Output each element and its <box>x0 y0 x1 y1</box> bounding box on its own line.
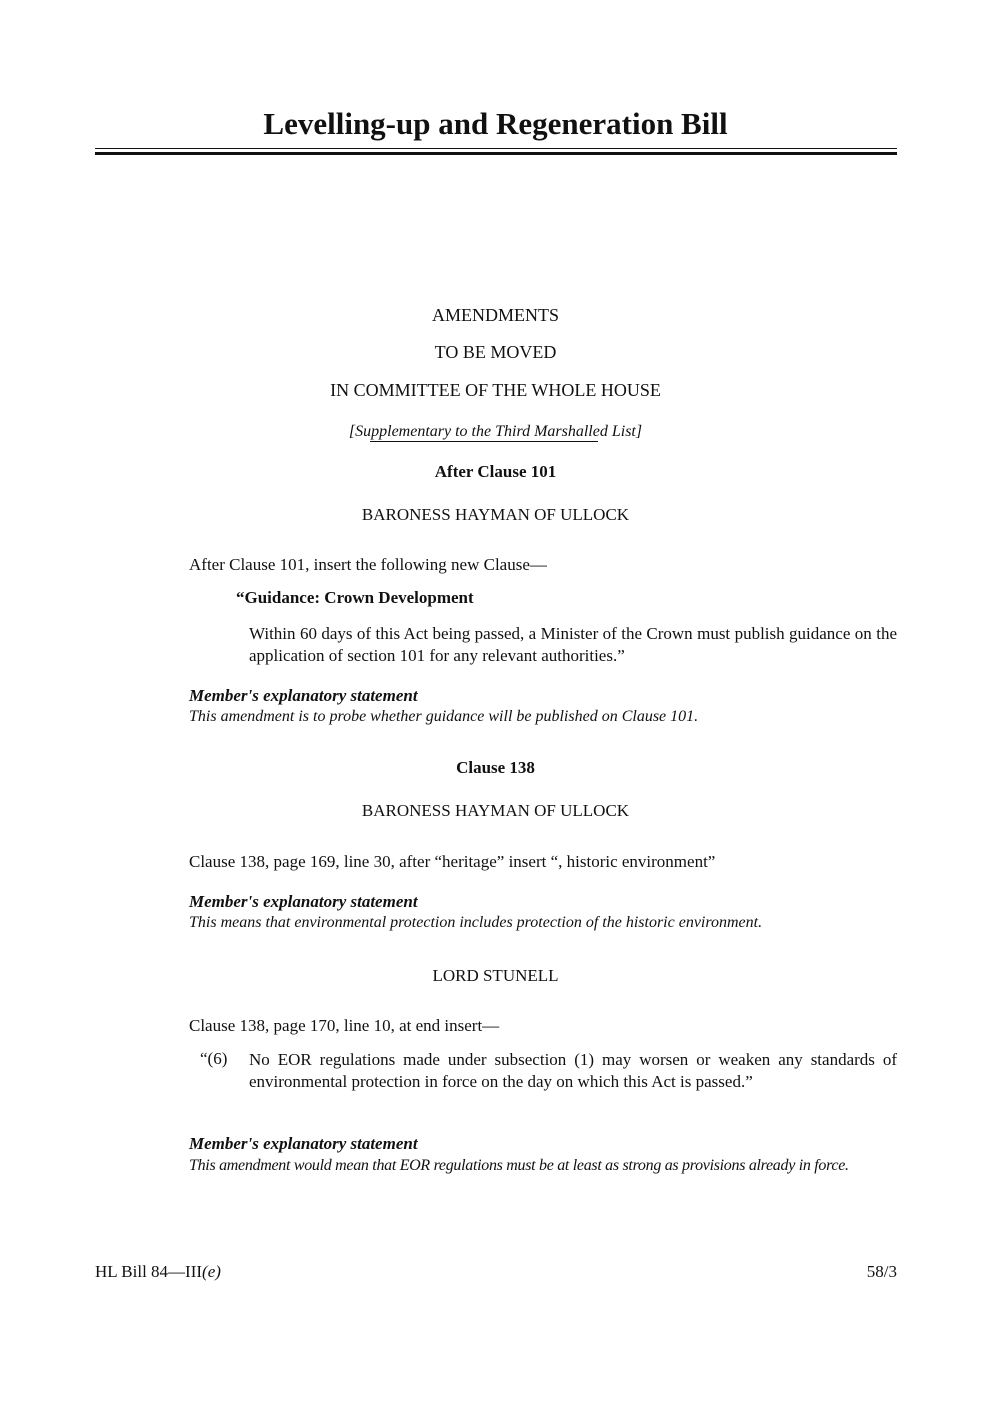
explanatory-statement: This amendment would mean that EOR regulations must be at least as strong as provisions already in force. <box>189 1157 849 1174</box>
intro-committee: IN COMMITTEE OF THE WHOLE HOUSE <box>330 380 661 400</box>
intro-to-be-moved: TO BE MOVED <box>434 342 557 362</box>
explanatory-statement: This means that environmental protection includes protection of the historic environment. <box>189 914 763 931</box>
title-rule-thick <box>95 152 897 155</box>
new-clause-text: Within 60 days of this Act being passed, a Minister of the Crown must publish guidance on the application of section 101 for any relevant authorities.” <box>249 624 897 665</box>
subsection-number: “(6) <box>200 1049 228 1068</box>
amendment-instruction: After Clause 101, insert the following new Clause— <box>189 555 547 574</box>
document-title: Levelling-up and Regeneration Bill <box>263 106 728 141</box>
section-heading: After Clause 101 <box>434 462 557 481</box>
amendment-instruction: Clause 138, page 170, line 10, at end insert— <box>189 1016 500 1035</box>
member-name: BARONESS HAYMAN OF ULLOCK <box>361 505 630 524</box>
statement-label: Member's explanatory statement <box>189 686 418 705</box>
bill-ref-text: HL Bill 84—III <box>95 1262 203 1281</box>
amendment-instruction: Clause 138, page 169, line 30, after “heritage” insert “, historic environment” <box>189 852 716 871</box>
member-name: BARONESS HAYMAN OF ULLOCK <box>361 801 630 820</box>
title-rule-thin <box>95 148 897 149</box>
explanatory-statement: This amendment is to probe whether guidance will be published on Clause 101. <box>189 708 699 725</box>
page-reference: 58/3 <box>866 1262 897 1281</box>
new-clause-title: “Guidance: Crown Development <box>236 588 474 607</box>
supplementary-underline <box>370 441 598 442</box>
statement-label: Member's explanatory statement <box>189 892 418 911</box>
statement-label: Member's explanatory statement <box>189 1134 418 1153</box>
intro-amendments: AMENDMENTS <box>431 305 559 325</box>
subsection-text: No EOR regulations made under subsection (1) may worsen or weaken any standards of environmental protection in force on the day on which this Act is passed.” <box>249 1050 897 1091</box>
bill-ref-suffix: (e) <box>202 1262 221 1281</box>
bill-reference <box>95 1262 221 1282</box>
supplementary-note: [Supplementary to the Third Marshalled List] <box>348 423 643 440</box>
member-name: LORD STUNELL <box>432 966 559 985</box>
section-heading: Clause 138 <box>456 758 535 777</box>
